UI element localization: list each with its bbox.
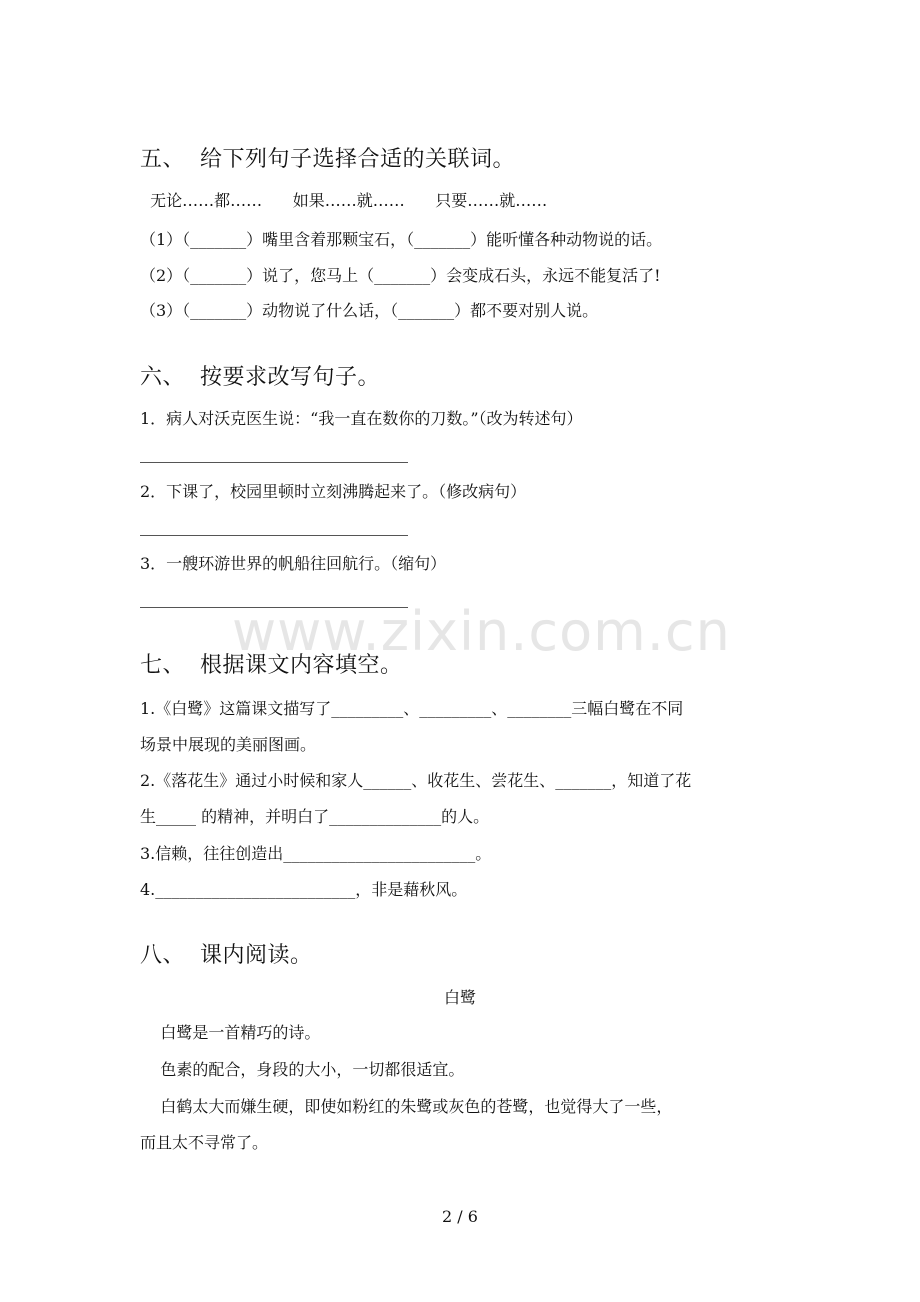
section-5-heading: 五、 给下列句子选择合适的关联词。	[140, 147, 515, 172]
section-7-question-3: 3.信赖，往往创造出________________________。	[140, 844, 492, 863]
reading-paragraph-2: 色素的配合，身段的大小，一切都很适宜。	[140, 1060, 465, 1079]
section-8-heading: 八、 课内阅读。	[140, 943, 313, 968]
reading-paragraph-1: 白鹭是一首精巧的诗。	[140, 1023, 321, 1042]
section-6-heading: 六、 按要求改写句子。	[140, 365, 380, 390]
section-7-question-4: 4._________________________，非是藉秋风。	[140, 880, 468, 899]
watermark: www.zixin.com.cn	[232, 600, 731, 663]
reading-title: 白鹭	[443, 988, 476, 1007]
section-6-question-3: 3．一艘环游世界的帆船往回航行。（缩句）	[140, 554, 447, 573]
page-number: 2 / 6	[442, 1207, 478, 1226]
section-5-question-2: （2）（_______）说了，您马上（_______）会变成石头，永远不能复活了!	[140, 266, 661, 285]
section-5-options: 无论……都…… 如果……就…… 只要……就……	[140, 191, 548, 210]
answer-line-3[interactable]	[140, 607, 408, 608]
section-7-question-1-line-1: 1.《白鹭》这篇课文描写了_________、_________、________三幅白鹭在不同	[140, 699, 684, 718]
section-7-heading: 七、 根据课文内容填空。	[140, 653, 403, 678]
reading-paragraph-3-line-1: 白鹤太大而嫌生硬，即使如粉红的朱鹭或灰色的苍鹭，也觉得大了一些，	[140, 1097, 673, 1116]
section-5-question-1: （1）（_______）嘴里含着那颗宝石，（_______）能听懂各种动物说的话。	[140, 230, 663, 249]
answer-line-2[interactable]	[140, 535, 408, 536]
reading-paragraph-3-line-2: 而且太不寻常了。	[140, 1133, 269, 1152]
section-6-question-1: 1．病人对沃克医生说：“我一直在数你的刀数。”（改为转述句）	[140, 409, 583, 428]
section-6-question-2: 2．下课了，校园里顿时立刻沸腾起来了。（修改病句）	[140, 482, 527, 501]
answer-line-1[interactable]	[140, 462, 408, 463]
section-7-question-1-line-2: 场景中展现的美丽图画。	[140, 735, 317, 754]
section-7-question-2-line-1: 2.《落花生》通过小时候和家人______、收花生、尝花生、_______，知道了花	[140, 771, 692, 790]
section-5-question-3: （3）（_______）动物说了什么话，（_______）都不要对别人说。	[140, 301, 599, 320]
section-7-question-2-line-2: 生_____ 的精神，并明白了______________的人。	[140, 807, 490, 826]
